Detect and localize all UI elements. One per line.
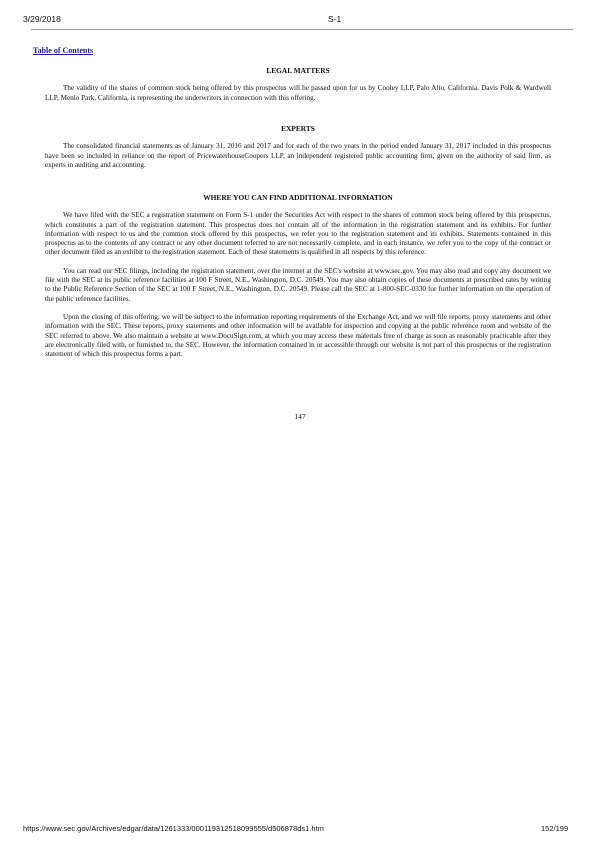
table-of-contents-link[interactable]: Table of Contents	[33, 46, 94, 55]
section-heading: EXPERTS	[281, 124, 315, 133]
paragraph: Upon the closing of this offering, we will be subject to the information reporting requirements of the Exchange Act, and we will file reports, proxy statements and other information with the SEC. These reports, proxy statements and other information will be available for inspection and copying at the public reference room and website of the SEC referred to above. We also maintain a website at www.DocuSign.com, at which you may access these materials free of charge as soon as reasonably practicable after they are electronically filed with, or furnished to, the SEC. However, the information contained in or accessible through our website is not part of this prospectus or the registration statement of which this prospectus forms a part.	[45, 312, 551, 359]
print-title: S-1	[328, 14, 342, 24]
paragraph: You can read our SEC filings, including the registration statement, over the internet at the SEC's website at www.sec.gov. You may also read and copy any document we file with the SEC at its public reference facilities at 100 F Street, N.E., Washington, D.C. 20549. You may also obtain copies of these documents at prescribed rates by writing to the Public Reference Section of the SEC at 100 F Street, N.E., Washington, D.C. 20549. Please call the SEC at 1-800-SEC-0330 for further information on the operation of the public reference facilities.	[45, 266, 551, 303]
page-number: 147	[294, 412, 306, 421]
section-additional-information	[45, 193, 551, 359]
section-legal-matters	[45, 66, 551, 103]
paragraph: We have filed with the SEC a registration statement on Form S-1 under the Securities Act with respect to the shares of common stock being offered by this prospectus, which constitutes a part of the registration statement. This prospectus does not contain all of the information in the registration statement and its exhibits. For further information with respect to us and the common stock offered by this prospectus, we refer you to the registration statement and its exhibits. Statements contained in this prospectus as to the contents of any contract or any other document referred to are not necessarily complete, and in each instance, we refer you to the copy of the contract or other document filed as an exhibit to the registration statement. Each of these statements is qualified in all respects by this reference.	[45, 211, 551, 257]
paragraph: The consolidated financial statements as of January 31, 2016 and 2017 and for each of the two years in the period ended January 31, 2017 included in this prospectus have been so included in reliance on the report of PricewaterhouseCoopers LLP, an independent registered public accounting firm, given on the authority of said firm, as experts in auditing and accounting.	[45, 142, 551, 169]
footer-url: https://www.sec.gov/Archives/edgar/data/1261333/000119312518099555/d506878ds1.htm	[23, 824, 324, 833]
section-experts	[45, 124, 551, 170]
paragraph: The validity of the shares of common stock being offered by this prospectus will be passed upon for us by Cooley LLP, Palo Alto, California. Davis Polk & Wardwell LLP, Menlo Park, California, is representing the underwriters in connection with this offering.	[45, 84, 551, 102]
section-heading: WHERE YOU CAN FIND ADDITIONAL INFORMATION	[203, 193, 393, 202]
print-date: 3/29/2018	[23, 14, 61, 24]
section-heading: LEGAL MATTERS	[266, 66, 330, 75]
header-divider	[31, 29, 573, 30]
footer-page-count: 152/199	[541, 824, 569, 833]
